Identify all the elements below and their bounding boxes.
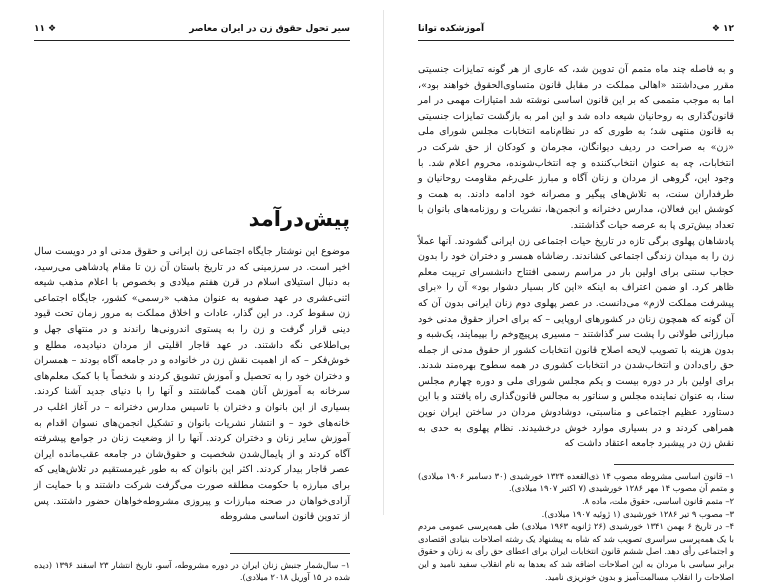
- chapter-heading: پیش‌درآمد: [248, 207, 350, 231]
- header-rule: [34, 40, 350, 41]
- footnote-4: ۴– در تاریخ ۶ بهمن ۱۳۴۱ خورشیدی (۲۶ ژانویه ۱۹۶۳ میلادی) طی همه‌پرسی عمومی مردم با یک همه‌پرسی سراسری تصویب شد که شاه به پیشنهاد یک رشته اصلاحات بنیادی اقتصادی و اجتماعی رأی دهد. اصل ششم قانون انتخابات ایران برای اعطای حق رأی به زنان و حقوق برابر سیاسی با مردان به این اصلاحات اضافه شد که بعدها به نام انقلاب سفید نامید و این اصلاحات را انقلاب مسالمت‌آمیز و بدون خونریزی نامید.: [418, 521, 734, 582]
- left-paragraph: موضوع این نوشتار جایگاه اجتماعی زن ایرانی و حقوق مدنی او در دویست سال اخیر است. در سرزمینی که در تاریخ باستان آن زن تا مقام پادشاهی می‌رسید، به دنبال استیلای اسلام در قرن هفتم میلادی و بخصوص با اعلام مذهب شیعه اثنی‌عشری در عهد صفویه به عنوان مذهب «رسمی» کشور، جایگاه اجتماعی زن سقوط کرد. در این گذار، عادات و اخلاق مملکت به مرور زمان تحت قیود دینی قرار گرفت و زن را به پستوی اندرونی‌ها راندند و در منتهای جهل و بی‌اطلاعی نگه داشتند. در عهد قاجار اقلیتی از مردان دنیادیده، مطلع و خوش‌فکر – که از اهمیت نقش زن در خانواده و در جامعه آگاه بودند – همسران و دختران خود را به تحصیل و آموزش تشویق کردند و شخصاً یا با کمک معلم‌های سرخانه به آموزش آنان همت گماشتند و آنها را با دنیای جدید آشنا کردند. بسیاری از این بانوان و دختران با تاسیس مدارس دخترانه – در آغاز اغلب در خانه‌های خود – و انتشار نشریات بانوان و تشکیل انجمن‌های نسوان اقدام به آموزش سایر زنان و دختران کردند. آنها را از وضعیت زنان در جوامع پیشرفته آگاه کردند و از پایمال‌شدن شخصیت و حقوق‌شان در جامعه عقب‌مانده ایران عصر قاجار بیدار کردند. اکثر این بانوان که به طور غیرمستقیم در تلاش‌هایی که برای مبارزه با حکومت مطلقه صورت می‌گرفت شرکت داشتند و با حمایت از آزادی‌خواهان در صحنه مبارزات و پیروزی مشروطه‌خواهان حضور داشتند. پس از تدوین قانون اساسی مشروطه: [34, 246, 350, 523]
- footnote-3: ۳– مصوب ۹ تیر ۱۲۸۶ خورشیدی (۱ ژوئیه ۱۹۰۷ میلادی).: [541, 508, 734, 519]
- left-body-text: [34, 244, 350, 525]
- right-paragraph-1: و به فاصله چند ماه متمم آن تدوین شد، که عاری از هر گونه تمایزات جنسیتی مقرر می‌داشتند «اهالی مملکت در مقابل قانون متساوی‌الحقوق خواهند بود»، اما به موجب متممی که بر این قانون اساسی نوشته شد امتیازات مهمی در امر قانون‌گذاری به روحانیان شیعه داده شد و این امر به بازگشت تمایزات جنسیتی به قانون منتهی شد؛ به طوری که در نظام‌نامه انتخابات مجلس شورای ملی «زن» به صراحت در ردیف دیوانگان، مجرمان و کودکان از حق شرکت در انتخابات، چه به عنوان انتخاب‌کننده و چه انتخاب‌شونده، محروم اعلام شد. با وجود این، گروهی از مردان و زنان آگاه و مبارز علی‌رغم مقاومت روحانیان و طرفداران سنت، به تلاش‌های پیگیر و مصرانه خود ادامه دادند. به همت و کوشش این فعالان، مدارس دخترانه و انجمن‌ها، نشریات و روزنامه‌های بانوان با تعداد بیش‌تری پا به عرصه حیات گذاشتند.: [418, 64, 734, 231]
- right-page-number: ۱۲: [723, 24, 734, 34]
- right-page-number-group: [709, 24, 734, 34]
- right-running-header: [418, 18, 734, 40]
- right-paragraph-2: پادشاهان پهلوی برگی تازه در تاریخ حیات اجتماعی زن ایرانی گشودند. آنها عملاً زن را به میدان زندگی اجتماعی کشاندند. رضاشاه همسر و دختران خود را بدون حجاب سنتی برای اولین بار در مراسم رسمی افتتاح دانشسرای تربیت معلم ظاهر کرد. او ضمن اعتراف به اینکه «این کار بسیار دشوار بود» آن را «برای پیشرفت مملکت لازم» می‌دانست. در عصر پهلوی دوم زنان ایرانی بدون آن که آن گونه که همچون زنان در کشورهای اروپایی – که برای احراز حقوق مدنی خود مبارزاتی طولانی را پشت سر گذاشتند – مسیری پرپیچ‌وخم را بپیمایند، یک‌شبه و بدون هزینه با تصویب لایحه اصلاح قانون انتخابات کشور از حقوق مدنی از جمله حق رای‌دادن و انتخاب‌شدن در انتخابات کشوری در همه سطوح بهره‌مند شدند. برای اولین بار در دوره بیست و یکم مجلس شورای ملی و دوره چهارم مجلس سنا، به عنوان نماینده مجلس و سناتور به مجالس قانون‌گذاری راه یافتند و با این دستاورد عظیم اجتماعی و مناسبتی، دوشادوش مردان در ساختن ایران نوین همراهی کردند و در بسیاری موارد خوش درخشیدند. نظام پهلوی به حدی به نقش زن در پیشبرد جامعه اعتقاد داشت که: [418, 235, 734, 450]
- footnote: ۱– سال‌شمار جنبش زنان ایران در دوره مشروطه، آسو، تاریخ انتشار ۲۳ اسفند ۱۳۹۶ (دیده شده در ۱۵ آوریل ۲۰۱۸ میلادی).: [34, 559, 350, 583]
- footnote-1: ۱– قانون اساسی مشروطه مصوب ۱۴ ذی‌القعده ۱۳۲۴ خورشیدی (۳۰ دسامبر ۱۹۰۶ میلادی) و متمم آن مصوب ۱۴ مهر ۱۲۸۶ خورشیدی (۷ اکتبر ۱۹۰۷ میلادی).: [418, 470, 734, 494]
- footnote-2: ۲– متمم قانون اساسی، حقوق ملت، ماده ۸.: [581, 496, 734, 507]
- left-footnotes: [34, 559, 350, 584]
- left-running-header: [34, 18, 350, 40]
- right-body-text: [418, 62, 734, 452]
- left-header-title: سیر تحول حقوق زن در ایران معاصر: [189, 24, 350, 34]
- right-page: [384, 0, 768, 582]
- right-footnotes: [418, 470, 734, 583]
- left-page-number: ۱۱: [34, 24, 45, 34]
- left-page: [0, 0, 384, 583]
- ornament-icon: ❖: [48, 24, 57, 34]
- footnote-rule: [230, 553, 350, 554]
- header-rule: [418, 40, 734, 41]
- footnote-rule: [614, 464, 734, 465]
- right-header-title: آموزشکده توانا: [418, 24, 485, 34]
- left-page-number-group: [34, 24, 59, 34]
- ornament-icon: ❖: [711, 24, 720, 34]
